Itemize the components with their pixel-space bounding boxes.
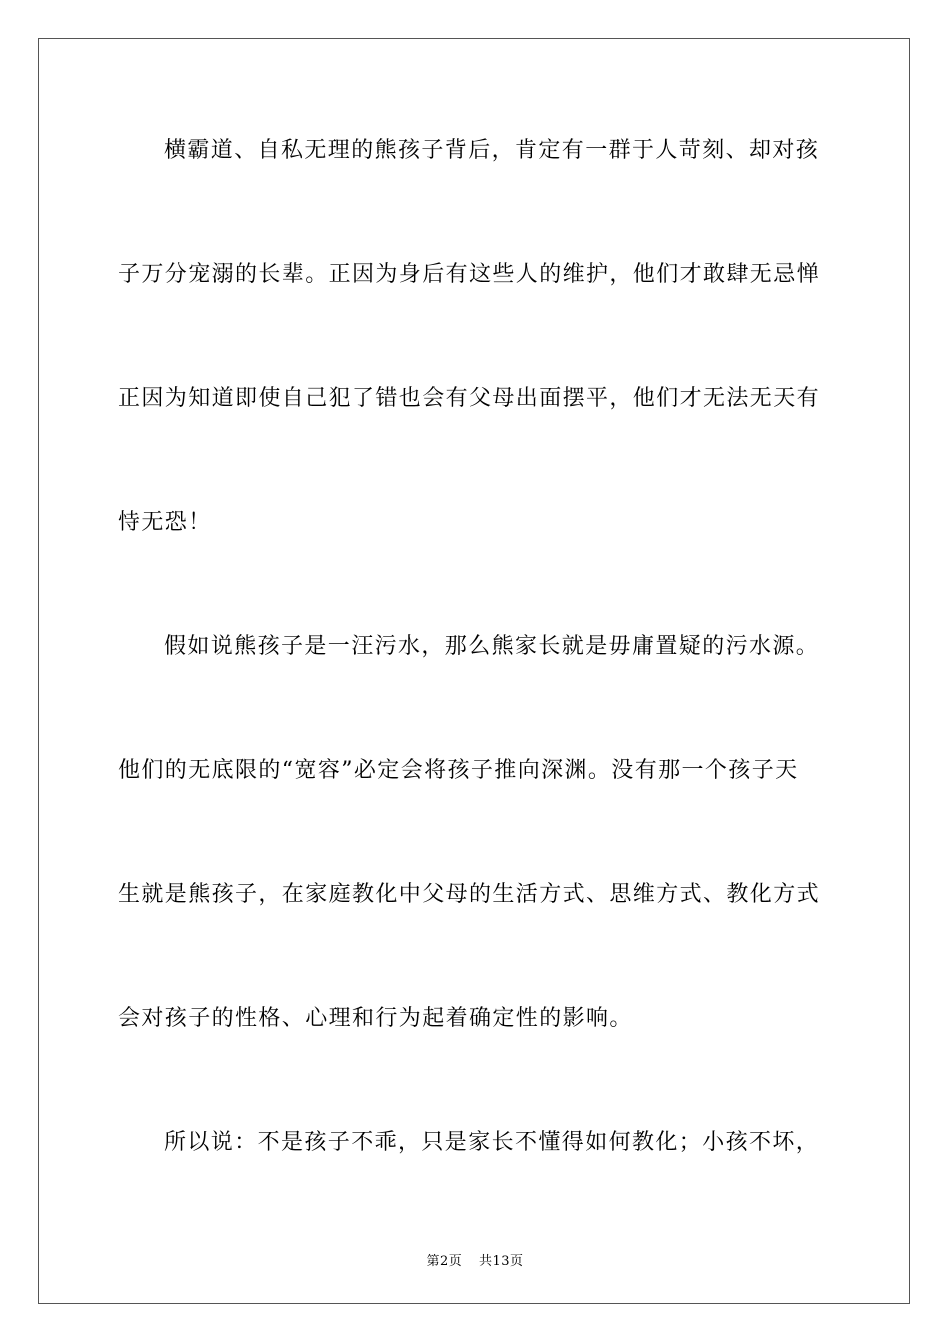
page-total: 共13页	[478, 1254, 524, 1269]
paragraph-line: 假如说熊孩子是一汪污水，那么熊家长就是毋庸置疑的污水源。	[164, 634, 820, 659]
paragraph-line: 横霸道、自私无理的熊孩子背后，肯定有一群于人苛刻、却对孩	[164, 138, 820, 163]
paragraph-line: 子万分宠溺的长辈。正因为身后有这些人的维护，他们才敢肆无忌惮	[118, 262, 821, 287]
paragraph-line: 正因为知道即使自己犯了错也会有父母出面摆平，他们才无法无天有	[118, 386, 821, 411]
page-border	[38, 38, 910, 1304]
page-footer	[0, 1250, 950, 1269]
paragraph-line: 他们的无底限的“宽容”必定会将孩子推向深渊。没有那一个孩子天	[118, 758, 799, 783]
paragraph-line: 生就是熊孩子，在家庭教化中父母的生活方式、思维方式、教化方式	[118, 882, 821, 907]
page-number: 第2页	[426, 1254, 463, 1269]
paragraph-line: 会对孩子的性格、心理和行为起着确定性的影响。	[118, 1006, 633, 1031]
paragraph-line: 所以说：不是孩子不乖，只是家长不懂得如何教化；小孩不坏，	[164, 1130, 820, 1155]
paragraph-line: 恃无恐！	[118, 510, 212, 535]
